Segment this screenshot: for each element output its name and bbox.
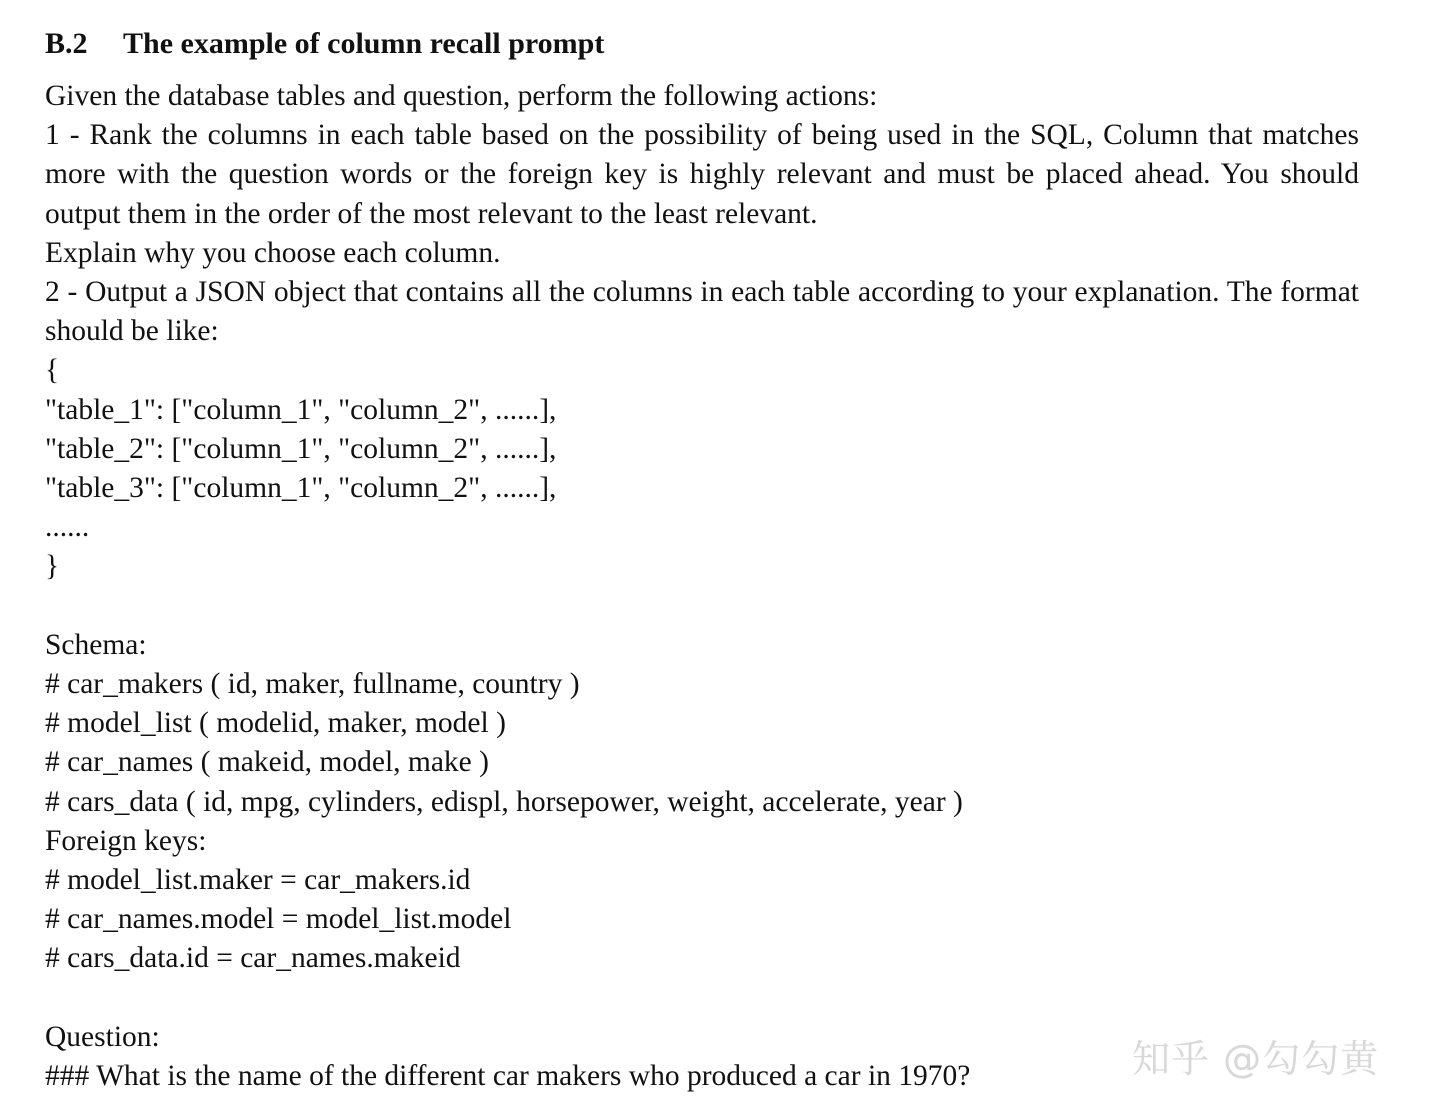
schema-block [45, 626, 1359, 822]
section-number: B.2 [45, 27, 88, 60]
question-label: Question: [45, 1020, 160, 1053]
format-line: ...... [45, 511, 90, 544]
format-line: { [45, 354, 60, 387]
spacer [45, 587, 1359, 626]
schema-table: # car_makers ( id, maker, fullname, country ) [45, 668, 580, 701]
format-example [45, 351, 1359, 586]
section-heading [45, 24, 604, 64]
watermark: 知乎 @勾勾黄 [1132, 1037, 1380, 1081]
schema-table: # car_names ( makeid, model, make ) [45, 746, 489, 779]
foreign-key-item: # car_names.model = model_list.model [45, 903, 512, 936]
format-line: } [45, 550, 60, 583]
schema-label: Schema: [45, 628, 147, 661]
spacer [45, 979, 1359, 1018]
section-title: The example of column recall prompt [123, 27, 605, 60]
question-text: ### What is the name of the different car makers who produced a car in 1970? [45, 1060, 971, 1093]
instructions-step-2: 2 - Output a JSON object that contains all the columns in each table according to your explanation. The format should be like: [45, 276, 1359, 348]
instructions-explain: Explain why you choose each column. [45, 236, 501, 269]
schema-table: # model_list ( modelid, maker, model ) [45, 707, 506, 740]
instructions-intro: Given the database tables and question, perform the following actions: [45, 80, 878, 112]
format-line: "table_1": ["column_1", "column_2", ......], [45, 393, 557, 426]
foreign-keys-label: Foreign keys: [45, 824, 207, 857]
prompt-body [45, 77, 1359, 1096]
foreign-key-item: # cars_data.id = car_names.makeid [45, 942, 461, 975]
format-line: "table_3": ["column_1", "column_2", ......], [45, 472, 557, 505]
foreign-keys-block [45, 822, 1359, 979]
instructions-step-1: 1 - Rank the columns in each table based on the possibility of being used in the SQL, Column that matches more with the question words or the foreign key is highly relevant and must be placed ahead. You should output them in the order of the most relevant to the least relevant. [45, 119, 1359, 230]
foreign-key-item: # model_list.maker = car_makers.id [45, 864, 471, 897]
schema-table: # cars_data ( id, mpg, cylinders, edispl, horsepower, weight, accelerate, year ) [45, 785, 963, 818]
format-line: "table_2": ["column_1", "column_2", ......], [45, 432, 557, 465]
